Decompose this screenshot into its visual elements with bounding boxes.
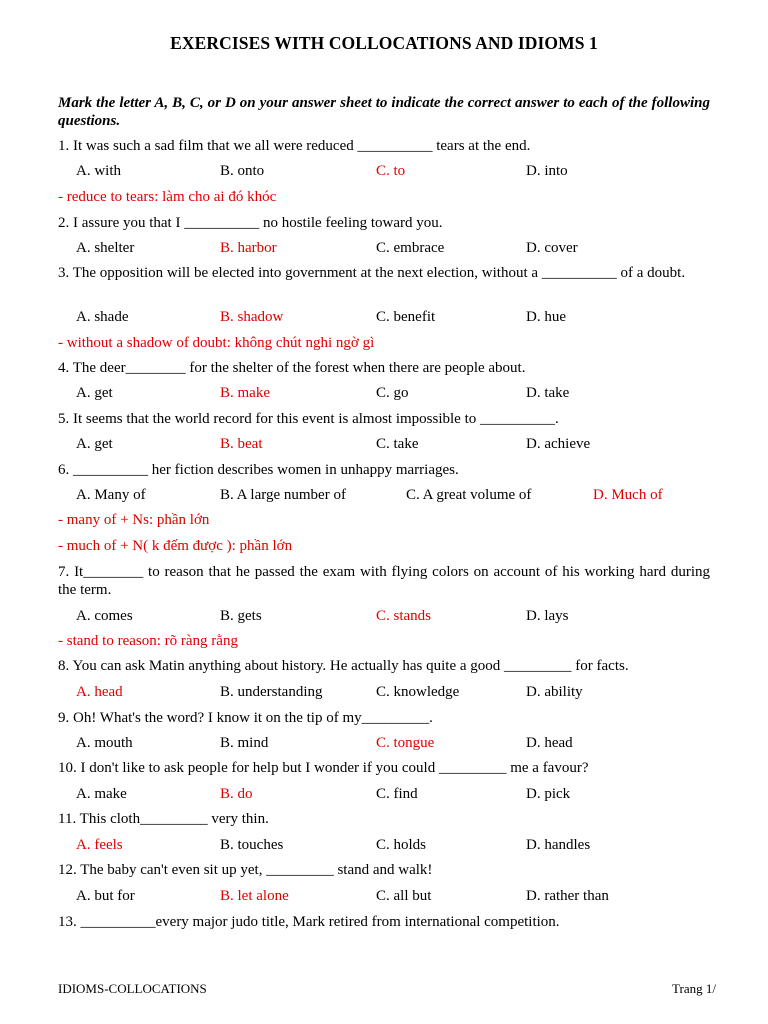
q10-option-a: A. make [76,786,127,802]
q8-option-c: C. knowledge [376,684,460,700]
q5-option-a: A. get [76,436,113,452]
q9-option-a: A. mouth [76,735,133,751]
q5-option-d: D. achieve [526,436,591,452]
q1-option-a: A. with [76,163,121,179]
question-11: 11. This cloth_________ very thin. [58,811,269,827]
question-6: 6. __________ her fiction describes women in unhappy marriages. [58,462,459,478]
page-title: EXERCISES WITH COLLOCATIONS AND IDIOMS 1 [170,33,598,53]
q4-option-d: D. take [526,385,570,401]
q9-option-d: D. head [526,735,573,751]
q12-option-b-correct: B. let alone [220,888,289,904]
q2-option-b-correct: B. harbor [220,240,277,256]
q3-option-b-correct: B. shadow [220,309,284,325]
q11-option-b: B. touches [220,837,284,853]
q1-option-d: D. into [526,163,568,179]
q6-option-d-correct: D. Much of [593,487,663,503]
q8-option-a-correct: A. head [76,684,123,700]
q7-note: - stand to reason: rõ ràng rằng [58,633,238,649]
q7-option-b: B. gets [220,608,262,624]
q6-option-a: A. Many of [76,487,146,503]
q7-option-d: D. lays [526,608,569,624]
q11-option-c: C. holds [376,837,427,853]
footer-left: IDIOMS-COLLOCATIONS [58,981,207,996]
q6-option-b: B. A large number of [220,487,346,503]
q10-option-b-correct: B. do [220,786,253,802]
q12-option-d: D. rather than [526,888,609,904]
question-3: 3. The opposition will be elected into government at the next election, without a __________ of a doubt. [58,265,686,281]
q6-note-2: - much of + N( k đếm được ): phần lớn [58,538,293,554]
q4-option-b-correct: B. make [220,385,270,401]
q1-option-c-correct: C. to [376,163,406,179]
q3-option-c: C. benefit [376,309,436,325]
q4-option-c: C. go [376,385,409,401]
q1-option-b: B. onto [220,163,265,179]
q9-option-c-correct: C. tongue [376,735,435,751]
q5-option-c: C. take [376,436,419,452]
q2-option-c: C. embrace [376,240,445,256]
q6-note-1: - many of + Ns: phần lớn [58,512,210,528]
q10-option-d: D. pick [526,786,571,802]
q1-note: - reduce to tears: làm cho ai đó khóc [58,189,277,205]
q3-option-a: A. shade [76,309,129,325]
question-2: 2. I assure you that I __________ no hostile feeling toward you. [58,215,443,231]
question-9: 9. Oh! What's the word? I know it on the tip of my_________. [58,710,433,726]
q2-option-d: D. cover [526,240,578,256]
q5-option-b-correct: B. beat [220,436,263,452]
question-13: 13. __________every major judo title, Mark retired from international competition. [58,914,560,930]
q12-option-c: C. all but [376,888,432,904]
q8-option-d: D. ability [526,684,583,700]
q11-option-d: D. handles [526,837,591,853]
question-8: 8. You can ask Matin anything about history. He actually has quite a good _________ for facts. [58,658,629,674]
question-1: 1. It was such a sad film that we all were reduced __________ tears at the end. [58,138,531,154]
q9-option-b: B. mind [220,735,269,751]
question-7: 7. It________ to reason that he passed the exam with flying colors on account of his working hard during the term. [58,564,710,598]
q6-option-c: C. A great volume of [406,487,532,503]
question-12: 12. The baby can't even sit up yet, _________ stand and walk! [58,862,433,878]
q12-option-a: A. but for [76,888,135,904]
q4-option-a: A. get [76,385,113,401]
question-10: 10. I don't like to ask people for help but I wonder if you could _________ me a favour? [58,760,589,776]
question-4: 4. The deer________ for the shelter of the forest when there are people about. [58,360,526,376]
q3-note: - without a shadow of doubt: không chút nghi ngờ gì [58,335,375,351]
instruction-text: Mark the letter A, B, C, or D on your answer sheet to indicate the correct answer to each of the following questions. [58,95,710,129]
footer-page-number: Trang 1/ [672,981,716,996]
q11-option-a-correct: A. feels [76,837,123,853]
q2-option-a: A. shelter [76,240,135,256]
q3-option-d: D. hue [526,309,566,325]
q8-option-b: B. understanding [220,684,323,700]
question-5: 5. It seems that the world record for this event is almost impossible to __________. [58,411,559,427]
q7-option-c-correct: C. stands [376,608,432,624]
q10-option-c: C. find [376,786,418,802]
q7-option-a: A. comes [76,608,133,624]
